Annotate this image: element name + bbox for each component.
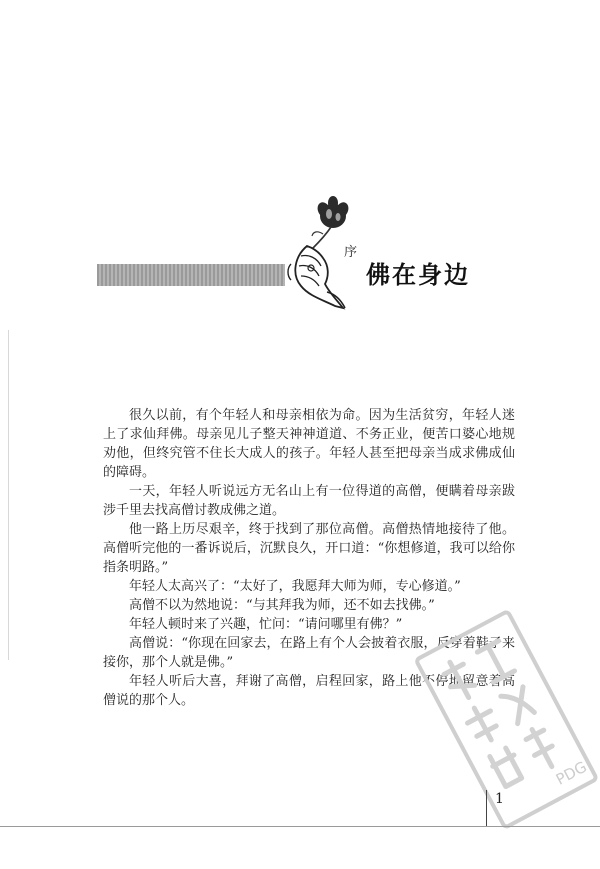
section-label: 序 <box>344 245 358 260</box>
paragraph: 高僧说：“你现在回家去，在路上有个人会披着衣服，反穿着鞋子来接你，那个人就是佛。” <box>103 636 515 670</box>
paragraph: 很久以前，有个年轻人和母亲相依为命。因为生活贫穷，年轻人迷上了求仙拜佛。母亲见儿子整天神神道道、不务正业，便苦口婆心地规劝他，但终究管不住长大成人的孩子。年轻人甚至把母亲当成求佛成仙的障碍。 <box>103 408 515 480</box>
paragraph: 他一路上历尽艰辛，终于找到了那位高僧。高僧热情地接待了他。高僧听完他的一番诉说后，沉默良久，开口道：“你想修道，我可以给你指条明路。” <box>103 522 515 575</box>
paragraph: 年轻人太高兴了：“太好了，我愿拜大师为师，专心修道。” <box>129 579 461 594</box>
paragraph: 一天，年轻人听说远方无名山上有一位得道的高僧，便瞒着母亲跋涉千里去找高僧讨教成佛之道。 <box>103 484 515 518</box>
lotus-hand-icon <box>283 196 353 310</box>
title-decoration-bar <box>97 264 285 286</box>
page-number: 1 <box>495 791 504 807</box>
paragraph: 高僧不以为然地说：“与其拜我为师，还不如去找佛。” <box>129 598 435 613</box>
margin-rule <box>8 330 9 660</box>
footer-rule <box>0 826 600 827</box>
watermark-text: PDG <box>552 757 590 789</box>
chapter-title: 佛在身边 <box>366 260 470 289</box>
paragraph: 年轻人顿时来了兴趣，忙问：“请问哪里有佛？” <box>129 617 403 632</box>
page-number-tick <box>486 790 487 827</box>
watermark-seal <box>424 595 590 835</box>
paragraph: 年轻人听后大喜，拜谢了高僧，启程回家，路上他不停地留意着高僧说的那个人。 <box>103 674 515 708</box>
